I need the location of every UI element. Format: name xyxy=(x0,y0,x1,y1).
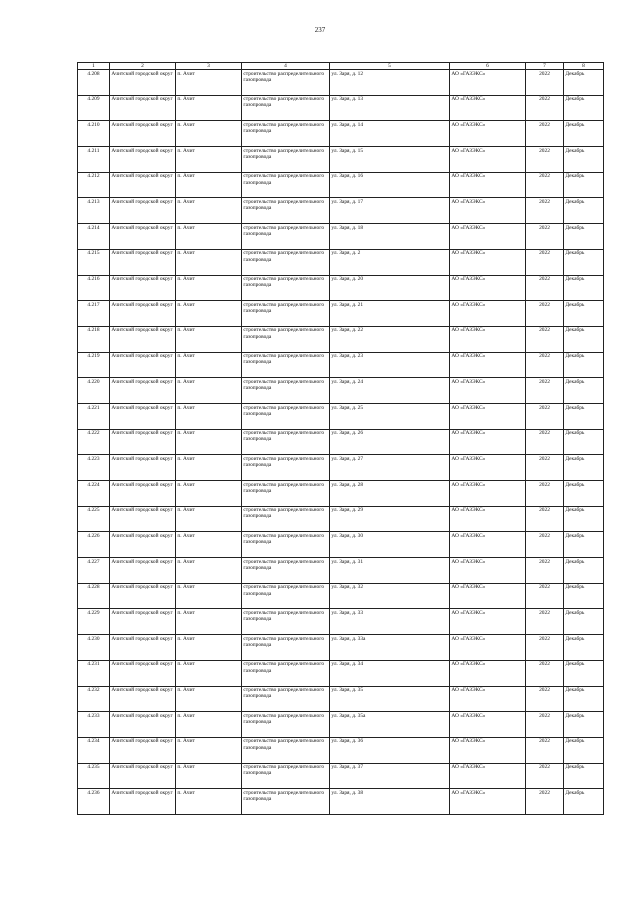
table-row xyxy=(78,301,604,327)
row-number: 4.234 xyxy=(78,737,110,763)
month-cell: Декабрь xyxy=(564,403,604,429)
district-cell: Ачитский городской округ xyxy=(110,532,176,558)
organization-cell: АО «ГАЗЭКС» xyxy=(450,224,526,250)
locality-cell: п. Ачит xyxy=(176,583,242,609)
locality-cell: п. Ачит xyxy=(176,763,242,789)
locality-cell: п. Ачит xyxy=(176,737,242,763)
table-row xyxy=(78,635,604,661)
district-cell: Ачитский городской округ xyxy=(110,198,176,224)
work-type-cell: строительство распределительного газопровода xyxy=(242,147,330,173)
month-cell: Декабрь xyxy=(564,249,604,275)
column-header: 8 xyxy=(564,63,604,70)
table-row xyxy=(78,558,604,584)
table-row xyxy=(78,506,604,532)
work-type-cell: строительство распределительного газопровода xyxy=(242,172,330,198)
locality-cell: п. Ачит xyxy=(176,121,242,147)
address-cell: ул. Заря, д. 33а xyxy=(330,635,450,661)
row-number: 4.219 xyxy=(78,352,110,378)
month-cell: Декабрь xyxy=(564,558,604,584)
year-cell: 2022 xyxy=(526,583,564,609)
district-cell: Ачитский городской округ xyxy=(110,609,176,635)
table-row xyxy=(78,712,604,738)
work-type-cell: строительство распределительного газопровода xyxy=(242,326,330,352)
table-row xyxy=(78,481,604,507)
table-row xyxy=(78,70,604,96)
row-number: 4.213 xyxy=(78,198,110,224)
work-type-cell: строительство распределительного газопровода xyxy=(242,609,330,635)
month-cell: Декабрь xyxy=(564,609,604,635)
district-cell: Ачитский городской округ xyxy=(110,378,176,404)
table-row xyxy=(78,789,604,815)
locality-cell: п. Ачит xyxy=(176,455,242,481)
year-cell: 2022 xyxy=(526,326,564,352)
work-type-cell: строительство распределительного газопровода xyxy=(242,686,330,712)
year-cell: 2022 xyxy=(526,198,564,224)
work-type-cell: строительство распределительного газопровода xyxy=(242,403,330,429)
year-cell: 2022 xyxy=(526,429,564,455)
row-number: 4.230 xyxy=(78,635,110,661)
column-header: 5 xyxy=(330,63,450,70)
work-type-cell: строительство распределительного газопровода xyxy=(242,352,330,378)
locality-cell: п. Ачит xyxy=(176,95,242,121)
work-type-cell: строительство распределительного газопровода xyxy=(242,429,330,455)
table-row xyxy=(78,686,604,712)
year-cell: 2022 xyxy=(526,172,564,198)
district-cell: Ачитский городской округ xyxy=(110,352,176,378)
row-number: 4.235 xyxy=(78,763,110,789)
year-cell: 2022 xyxy=(526,481,564,507)
month-cell: Декабрь xyxy=(564,660,604,686)
locality-cell: п. Ачит xyxy=(176,660,242,686)
district-cell: Ачитский городской округ xyxy=(110,763,176,789)
organization-cell: АО «ГАЗЭКС» xyxy=(450,763,526,789)
district-cell: Ачитский городской округ xyxy=(110,506,176,532)
organization-cell: АО «ГАЗЭКС» xyxy=(450,532,526,558)
month-cell: Декабрь xyxy=(564,737,604,763)
address-cell: ул. Заря, д. 23 xyxy=(330,352,450,378)
year-cell: 2022 xyxy=(526,455,564,481)
work-type-cell: строительство распределительного газопровода xyxy=(242,558,330,584)
year-cell: 2022 xyxy=(526,352,564,378)
address-cell: ул. Заря, д. 25 xyxy=(330,403,450,429)
address-cell: ул. Заря, д. 30 xyxy=(330,532,450,558)
row-number: 4.223 xyxy=(78,455,110,481)
row-number: 4.228 xyxy=(78,583,110,609)
month-cell: Декабрь xyxy=(564,326,604,352)
organization-cell: АО «ГАЗЭКС» xyxy=(450,660,526,686)
organization-cell: АО «ГАЗЭКС» xyxy=(450,455,526,481)
locality-cell: п. Ачит xyxy=(176,172,242,198)
organization-cell: АО «ГАЗЭКС» xyxy=(450,635,526,661)
table-row xyxy=(78,660,604,686)
table-row xyxy=(78,121,604,147)
month-cell: Декабрь xyxy=(564,635,604,661)
work-type-cell: строительство распределительного газопровода xyxy=(242,532,330,558)
table-row xyxy=(78,583,604,609)
address-cell: ул. Заря, д. 36 xyxy=(330,737,450,763)
row-number: 4.231 xyxy=(78,660,110,686)
work-type-cell: строительство распределительного газопровода xyxy=(242,275,330,301)
organization-cell: АО «ГАЗЭКС» xyxy=(450,378,526,404)
table-row xyxy=(78,429,604,455)
organization-cell: АО «ГАЗЭКС» xyxy=(450,275,526,301)
table-row xyxy=(78,95,604,121)
organization-cell: АО «ГАЗЭКС» xyxy=(450,326,526,352)
table-row xyxy=(78,609,604,635)
address-cell: ул. Заря, д. 27 xyxy=(330,455,450,481)
year-cell: 2022 xyxy=(526,224,564,250)
organization-cell: АО «ГАЗЭКС» xyxy=(450,121,526,147)
column-header: 4 xyxy=(242,63,330,70)
address-cell: ул. Заря, д. 12 xyxy=(330,70,450,96)
district-cell: Ачитский городской округ xyxy=(110,147,176,173)
table-row xyxy=(78,763,604,789)
table-row xyxy=(78,224,604,250)
row-number: 4.227 xyxy=(78,558,110,584)
year-cell: 2022 xyxy=(526,378,564,404)
column-number-row xyxy=(78,63,604,70)
year-cell: 2022 xyxy=(526,635,564,661)
address-cell: ул. Заря, д. 34 xyxy=(330,660,450,686)
district-cell: Ачитский городской округ xyxy=(110,301,176,327)
month-cell: Декабрь xyxy=(564,506,604,532)
year-cell: 2022 xyxy=(526,403,564,429)
row-number: 4.208 xyxy=(78,70,110,96)
month-cell: Декабрь xyxy=(564,172,604,198)
organization-cell: АО «ГАЗЭКС» xyxy=(450,712,526,738)
organization-cell: АО «ГАЗЭКС» xyxy=(450,249,526,275)
district-cell: Ачитский городской округ xyxy=(110,686,176,712)
locality-cell: п. Ачит xyxy=(176,712,242,738)
locality-cell: п. Ачит xyxy=(176,686,242,712)
table-row xyxy=(78,275,604,301)
address-cell: ул. Заря, д. 33 xyxy=(330,609,450,635)
year-cell: 2022 xyxy=(526,95,564,121)
month-cell: Декабрь xyxy=(564,301,604,327)
year-cell: 2022 xyxy=(526,70,564,96)
year-cell: 2022 xyxy=(526,532,564,558)
month-cell: Декабрь xyxy=(564,224,604,250)
district-cell: Ачитский городской округ xyxy=(110,249,176,275)
address-cell: ул. Заря, д. 35 xyxy=(330,686,450,712)
row-number: 4.236 xyxy=(78,789,110,815)
locality-cell: п. Ачит xyxy=(176,429,242,455)
address-cell: ул. Заря, д. 17 xyxy=(330,198,450,224)
column-header: 3 xyxy=(176,63,242,70)
column-header: 7 xyxy=(526,63,564,70)
work-type-cell: строительство распределительного газопровода xyxy=(242,583,330,609)
district-cell: Ачитский городской округ xyxy=(110,583,176,609)
locality-cell: п. Ачит xyxy=(176,70,242,96)
month-cell: Декабрь xyxy=(564,95,604,121)
organization-cell: АО «ГАЗЭКС» xyxy=(450,686,526,712)
row-number: 4.221 xyxy=(78,403,110,429)
district-cell: Ачитский городской округ xyxy=(110,275,176,301)
locality-cell: п. Ачит xyxy=(176,352,242,378)
district-cell: Ачитский городской округ xyxy=(110,70,176,96)
address-cell: ул. Заря, д. 24 xyxy=(330,378,450,404)
organization-cell: АО «ГАЗЭКС» xyxy=(450,558,526,584)
month-cell: Декабрь xyxy=(564,455,604,481)
row-number: 4.222 xyxy=(78,429,110,455)
organization-cell: АО «ГАЗЭКС» xyxy=(450,147,526,173)
organization-cell: АО «ГАЗЭКС» xyxy=(450,403,526,429)
year-cell: 2022 xyxy=(526,763,564,789)
work-type-cell: строительство распределительного газопровода xyxy=(242,378,330,404)
row-number: 4.210 xyxy=(78,121,110,147)
month-cell: Декабрь xyxy=(564,121,604,147)
row-number: 4.209 xyxy=(78,95,110,121)
row-number: 4.212 xyxy=(78,172,110,198)
district-cell: Ачитский городской округ xyxy=(110,789,176,815)
year-cell: 2022 xyxy=(526,609,564,635)
organization-cell: АО «ГАЗЭКС» xyxy=(450,481,526,507)
district-cell: Ачитский городской округ xyxy=(110,455,176,481)
table-row xyxy=(78,532,604,558)
month-cell: Декабрь xyxy=(564,198,604,224)
address-cell: ул. Заря, д. 35а xyxy=(330,712,450,738)
address-cell: ул. Заря, д. 31 xyxy=(330,558,450,584)
locality-cell: п. Ачит xyxy=(176,249,242,275)
organization-cell: АО «ГАЗЭКС» xyxy=(450,789,526,815)
district-cell: Ачитский городской округ xyxy=(110,95,176,121)
row-number: 4.211 xyxy=(78,147,110,173)
row-number: 4.220 xyxy=(78,378,110,404)
year-cell: 2022 xyxy=(526,275,564,301)
work-type-cell: строительство распределительного газопровода xyxy=(242,224,330,250)
work-type-cell: строительство распределительного газопровода xyxy=(242,301,330,327)
organization-cell: АО «ГАЗЭКС» xyxy=(450,583,526,609)
row-number: 4.218 xyxy=(78,326,110,352)
column-header: 1 xyxy=(78,63,110,70)
organization-cell: АО «ГАЗЭКС» xyxy=(450,352,526,378)
organization-cell: АО «ГАЗЭКС» xyxy=(450,301,526,327)
month-cell: Декабрь xyxy=(564,147,604,173)
month-cell: Декабрь xyxy=(564,429,604,455)
row-number: 4.214 xyxy=(78,224,110,250)
locality-cell: п. Ачит xyxy=(176,378,242,404)
address-cell: ул. Заря, д. 29 xyxy=(330,506,450,532)
table-row xyxy=(78,737,604,763)
district-cell: Ачитский городской округ xyxy=(110,224,176,250)
address-cell: ул. Заря, д. 13 xyxy=(330,95,450,121)
row-number: 4.217 xyxy=(78,301,110,327)
address-cell: ул. Заря, д. 20 xyxy=(330,275,450,301)
work-type-cell: строительство распределительного газопровода xyxy=(242,70,330,96)
month-cell: Декабрь xyxy=(564,763,604,789)
organization-cell: АО «ГАЗЭКС» xyxy=(450,172,526,198)
organization-cell: АО «ГАЗЭКС» xyxy=(450,95,526,121)
table-row xyxy=(78,352,604,378)
district-cell: Ачитский городской округ xyxy=(110,558,176,584)
district-cell: Ачитский городской округ xyxy=(110,635,176,661)
year-cell: 2022 xyxy=(526,737,564,763)
table-row xyxy=(78,198,604,224)
work-type-cell: строительство распределительного газопровода xyxy=(242,763,330,789)
table-row xyxy=(78,378,604,404)
work-type-cell: строительство распределительного газопровода xyxy=(242,481,330,507)
organization-cell: АО «ГАЗЭКС» xyxy=(450,70,526,96)
address-cell: ул. Заря, д. 14 xyxy=(330,121,450,147)
address-cell: ул. Заря, д. 18 xyxy=(330,224,450,250)
locality-cell: п. Ачит xyxy=(176,506,242,532)
row-number: 4.215 xyxy=(78,249,110,275)
locality-cell: п. Ачит xyxy=(176,224,242,250)
locality-cell: п. Ачит xyxy=(176,198,242,224)
work-type-cell: строительство распределительного газопровода xyxy=(242,660,330,686)
organization-cell: АО «ГАЗЭКС» xyxy=(450,506,526,532)
district-cell: Ачитский городской округ xyxy=(110,326,176,352)
month-cell: Декабрь xyxy=(564,70,604,96)
table-row xyxy=(78,249,604,275)
table-row xyxy=(78,455,604,481)
district-cell: Ачитский городской округ xyxy=(110,403,176,429)
year-cell: 2022 xyxy=(526,789,564,815)
page-number: 237 xyxy=(314,26,326,34)
district-cell: Ачитский городской округ xyxy=(110,712,176,738)
locality-cell: п. Ачит xyxy=(176,789,242,815)
column-header: 2 xyxy=(110,63,176,70)
year-cell: 2022 xyxy=(526,686,564,712)
district-cell: Ачитский городской округ xyxy=(110,121,176,147)
address-cell: ул. Заря, д. 32 xyxy=(330,583,450,609)
month-cell: Декабрь xyxy=(564,352,604,378)
row-number: 4.229 xyxy=(78,609,110,635)
organization-cell: АО «ГАЗЭКС» xyxy=(450,609,526,635)
row-number: 4.233 xyxy=(78,712,110,738)
locality-cell: п. Ачит xyxy=(176,301,242,327)
work-type-cell: строительство распределительного газопровода xyxy=(242,635,330,661)
month-cell: Декабрь xyxy=(564,481,604,507)
address-cell: ул. Заря, д. 26 xyxy=(330,429,450,455)
organization-cell: АО «ГАЗЭКС» xyxy=(450,429,526,455)
work-type-cell: строительство распределительного газопровода xyxy=(242,789,330,815)
district-cell: Ачитский городской округ xyxy=(110,660,176,686)
locality-cell: п. Ачит xyxy=(176,481,242,507)
row-number: 4.232 xyxy=(78,686,110,712)
locality-cell: п. Ачит xyxy=(176,147,242,173)
year-cell: 2022 xyxy=(526,712,564,738)
district-cell: Ачитский городской округ xyxy=(110,429,176,455)
work-type-cell: строительство распределительного газопровода xyxy=(242,506,330,532)
work-type-cell: строительство распределительного газопровода xyxy=(242,198,330,224)
organization-cell: АО «ГАЗЭКС» xyxy=(450,198,526,224)
year-cell: 2022 xyxy=(526,506,564,532)
table-body xyxy=(78,70,604,815)
work-type-cell: строительство распределительного газопровода xyxy=(242,95,330,121)
row-number: 4.225 xyxy=(78,506,110,532)
work-type-cell: строительство распределительного газопровода xyxy=(242,121,330,147)
year-cell: 2022 xyxy=(526,121,564,147)
address-cell: ул. Заря, д. 15 xyxy=(330,147,450,173)
address-cell: ул. Заря, д. 37 xyxy=(330,763,450,789)
address-cell: ул. Заря, д. 28 xyxy=(330,481,450,507)
locality-cell: п. Ачит xyxy=(176,275,242,301)
locality-cell: п. Ачит xyxy=(176,635,242,661)
locality-cell: п. Ачит xyxy=(176,326,242,352)
year-cell: 2022 xyxy=(526,249,564,275)
year-cell: 2022 xyxy=(526,301,564,327)
table-row xyxy=(78,403,604,429)
month-cell: Декабрь xyxy=(564,275,604,301)
row-number: 4.226 xyxy=(78,532,110,558)
district-cell: Ачитский городской округ xyxy=(110,737,176,763)
year-cell: 2022 xyxy=(526,558,564,584)
locality-cell: п. Ачит xyxy=(176,403,242,429)
gasification-schedule-table xyxy=(77,62,604,815)
district-cell: Ачитский городской округ xyxy=(110,172,176,198)
locality-cell: п. Ачит xyxy=(176,532,242,558)
work-type-cell: строительство распределительного газопровода xyxy=(242,249,330,275)
month-cell: Декабрь xyxy=(564,378,604,404)
address-cell: ул. Заря, д. 21 xyxy=(330,301,450,327)
address-cell: ул. Заря, д. 2 xyxy=(330,249,450,275)
month-cell: Декабрь xyxy=(564,686,604,712)
address-cell: ул. Заря, д. 38 xyxy=(330,789,450,815)
locality-cell: п. Ачит xyxy=(176,609,242,635)
table-row xyxy=(78,172,604,198)
address-cell: ул. Заря, д. 16 xyxy=(330,172,450,198)
month-cell: Декабрь xyxy=(564,712,604,738)
table-row xyxy=(78,326,604,352)
column-header: 6 xyxy=(450,63,526,70)
organization-cell: АО «ГАЗЭКС» xyxy=(450,737,526,763)
address-cell: ул. Заря, д. 22 xyxy=(330,326,450,352)
month-cell: Декабрь xyxy=(564,583,604,609)
work-type-cell: строительство распределительного газопровода xyxy=(242,737,330,763)
work-type-cell: строительство распределительного газопровода xyxy=(242,455,330,481)
year-cell: 2022 xyxy=(526,147,564,173)
table-row xyxy=(78,147,604,173)
district-cell: Ачитский городской округ xyxy=(110,481,176,507)
locality-cell: п. Ачит xyxy=(176,558,242,584)
row-number: 4.224 xyxy=(78,481,110,507)
month-cell: Декабрь xyxy=(564,532,604,558)
year-cell: 2022 xyxy=(526,660,564,686)
row-number: 4.216 xyxy=(78,275,110,301)
month-cell: Декабрь xyxy=(564,789,604,815)
work-type-cell: строительство распределительного газопровода xyxy=(242,712,330,738)
